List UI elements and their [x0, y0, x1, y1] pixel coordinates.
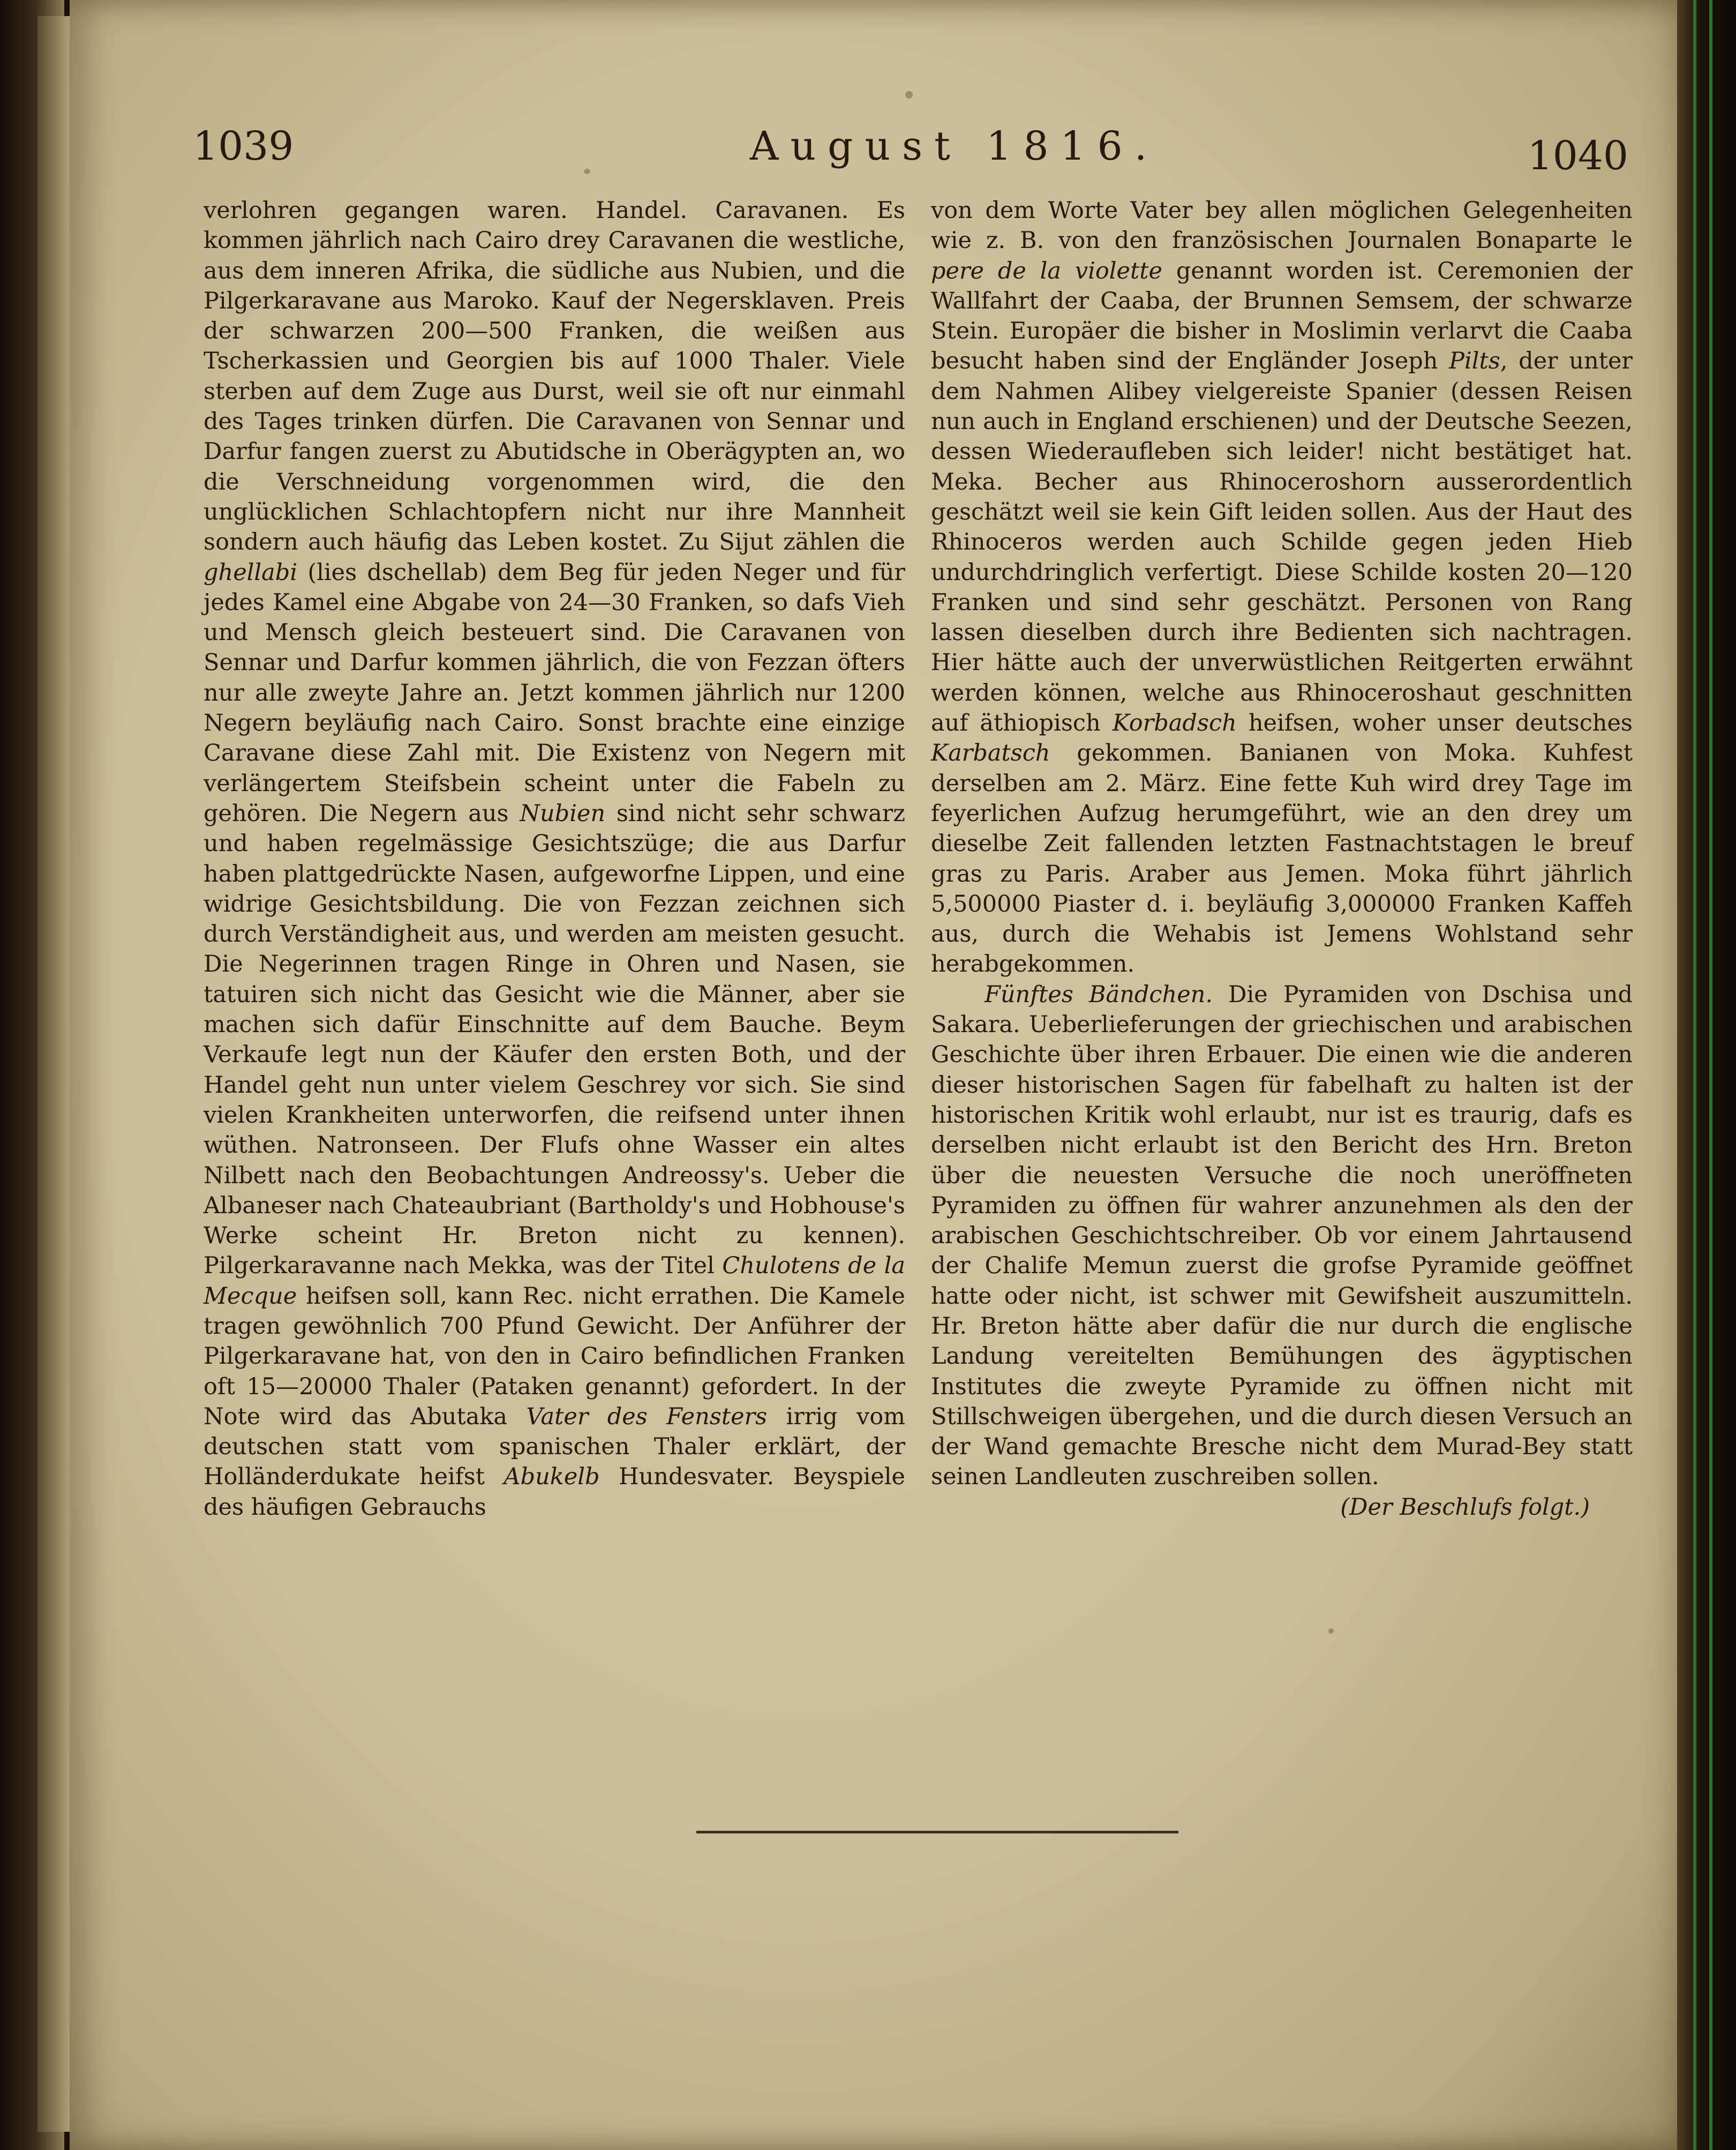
- paper-speck: [1328, 1628, 1334, 1634]
- closing-note: (Der Beschlufs folgt.): [1340, 1493, 1590, 1521]
- page-edge-stripe: [1693, 0, 1696, 2150]
- book-edge-right: [1677, 0, 1736, 2150]
- running-title: August 1816.: [750, 123, 1159, 169]
- section-divider-rule: [696, 1831, 1178, 1833]
- page-number-left: 1039: [193, 123, 294, 169]
- show-through-text-right: [931, 1853, 1627, 2030]
- paragraph: Fünftes Bändchen. Die Pyramiden von Dschisa und Sakara. Ueberlieferungen der griechischen und arabischen Geschichte über ihren Erbauer. Die einen wie die anderen dieser historischen Sagen für fabelhaft zu halten ist der historischen Kritik wohl erlaubt, nur ist es traurig, dafs es derselben nicht erlaubt ist den Bericht des Hrn. Breton über die neuesten Versuche die noch uneröffneten Pyramiden zu öffnen für wahrer anzunehmen als den der arabischen Geschichtschreiber. Ob vor einem Jahrtausend der Chalife Memun zuerst die grofse Pyramide geöffnet hatte oder nicht, ist schwer mit Gewifsheit auszumitteln. Hr. Breton hätte aber dafür die nur durch die englische Landung vereitelten Bemühungen des ägyptischen Institutes die zweyte Pyramide zu öffnen nicht mit Stillschweigen übergehen, und die durch diesen Versuch an der Wand gemachte Bresche nicht dem Murad-Bey statt seinen Landleuten zuschreiben sollen.: [931, 981, 1633, 1491]
- text-column-right: [931, 196, 1633, 1522]
- paragraph: von dem Worte Vater bey allen möglichen Gelegenheiten wie z. B. von den französischen Journalen Bonaparte le pere de la violette genannt worden ist. Ceremonien der Wallfahrt der Caaba, der Brunnen Semsem, der schwarze Stein. Europäer die bisher in Moslimin verlarvt die Caaba besucht haben sind der Engländer Joseph Pilts, der unter dem Nahmen Alibey vielgereiste Spanier (dessen Reisen nun auch in England erschienen) und der Deutsche Seezen, dessen Wiederaufleben sich leider! nicht bestätiget hat. Meka. Becher aus Rhinoceroshorn ausserordentlich geschätzt weil sie kein Gift leiden sollen. Aus der Haut des Rhinoceros werden auch Schilde gegen jeden Hieb undurchdringlich verfertigt. Diese Schilde kosten 20—120 Franken und sind sehr geschätzt. Personen von Rang lassen dieselben durch ihre Bedienten sich nachtragen. Hier hätte auch der unverwüstlichen Reitgerten erwähnt werden können, welche aus Rhinoceroshaut geschnitten auf äthiopisch Korbadsch heifsen, woher unser deutsches Karbatsch gekommen. Banianen von Moka. Kuhfest derselben am 2. März. Eine fette Kuh wird drey Tage im feyerlichen Aufzug herumgeführt, wie an den drey um dieselbe Zeit fallenden letzten Fastnachtstagen le breuf gras zu Paris. Araber aus Jemen. Moka führt jährlich 5,500000 Piaster d. i. beyläufig 3,000000 Franken Kaffeh aus, durch die Wehabis ist Jemens Wohlstand sehr herabgekommen.: [931, 197, 1633, 978]
- page-edge-stripe: [1709, 0, 1712, 2150]
- show-through-text-left: [204, 1853, 900, 2030]
- paragraph: verlohren gegangen waren. Handel. Caravanen. Es kommen jährlich nach Cairo drey Caravanen die westliche, aus dem inneren Afrika, die südliche aus Nubien, und die Pilgerkaravane aus Maroko. Kauf der Negersklaven. Preis der schwarzen 200—500 Franken, die weißen aus Tscherkassien und Georgien bis auf 1000 Thaler. Viele sterben auf dem Zuge aus Durst, weil sie oft nur einmahl des Tages trinken dürfen. Die Caravanen von Sennar und Darfur fangen zuerst zu Abutidsche in Oberägypten an, wo die Verschneidung vorgenommen wird, die den unglücklichen Schlachtopfern nicht nur ihre Mannheit sondern auch häufig das Leben kostet. Zu Sijut zählen die ghellabi (lies dschellab) dem Beg für jeden Neger und für jedes Kamel eine Abgabe von 24—30 Franken, so dafs Vieh und Mensch gleich besteuert sind. Die Caravanen von Sennar und Darfur kommen jährlich, die von Fezzan öfters nur alle zweyte Jahre an. Jetzt kommen jährlich nur 1200 Negern beyläufig nach Cairo. Sonst brachte eine einzige Caravane diese Zahl mit. Die Existenz von Negern mit verlängertem Steifsbein scheint unter die Fabeln zu gehören. Die Negern aus Nubien sind nicht sehr schwarz und haben regelmässige Gesichtszüge; die aus Darfur haben plattgedrückte Nasen, aufgeworfne Lippen, und eine widrige Gesichtsbildung. Die von Fezzan zeichnen sich durch Verständigheit aus, und werden am meisten gesucht. Die Negerinnen tragen Ringe in Ohren und Nasen, sie tatuiren sich nicht das Gesicht wie die Männer, aber sie machen sich dafür Einschnitte auf dem Bauche. Beym Verkaufe legt nun der Käufer den ersten Both, und der Handel geht nun unter vielem Geschrey vor sich. Sie sind vielen Krankheiten unterworfen, die reifsend unter ihnen wüthen. Natronseen. Der Flufs ohne Wasser ein altes Nilbett nach den Beobachtungen Andreossy's. Ueber die Albaneser nach Chateaubriant (Bartholdy's und Hobhouse's Werke scheint Hr. Breton nicht zu kennen). Pilgerkaravanne nach Mekka, was der Titel Chulotens de la Mecque heifsen soll, kann Rec. nicht errathen. Die Kamele tragen gewöhnlich 700 Pfund Gewicht. Der Anführer der Pilgerkaravane hat, von den in Cairo befindlichen Franken oft 15—20000 Thaler (Pataken genannt) gefordert. In der Note wird das Abutaka Vater des Fensters irrig vom deutschen statt vom spanischen Thaler erklärt, der Holländerdukate heifst Abukelb Hundesvater. Beyspiele des häufigen Gebrauchs: [204, 197, 905, 1521]
- page-header: [193, 123, 1628, 182]
- page-number-right: 1040: [1527, 133, 1628, 179]
- paper-speck: [905, 91, 913, 99]
- text-column-left: [204, 196, 905, 1522]
